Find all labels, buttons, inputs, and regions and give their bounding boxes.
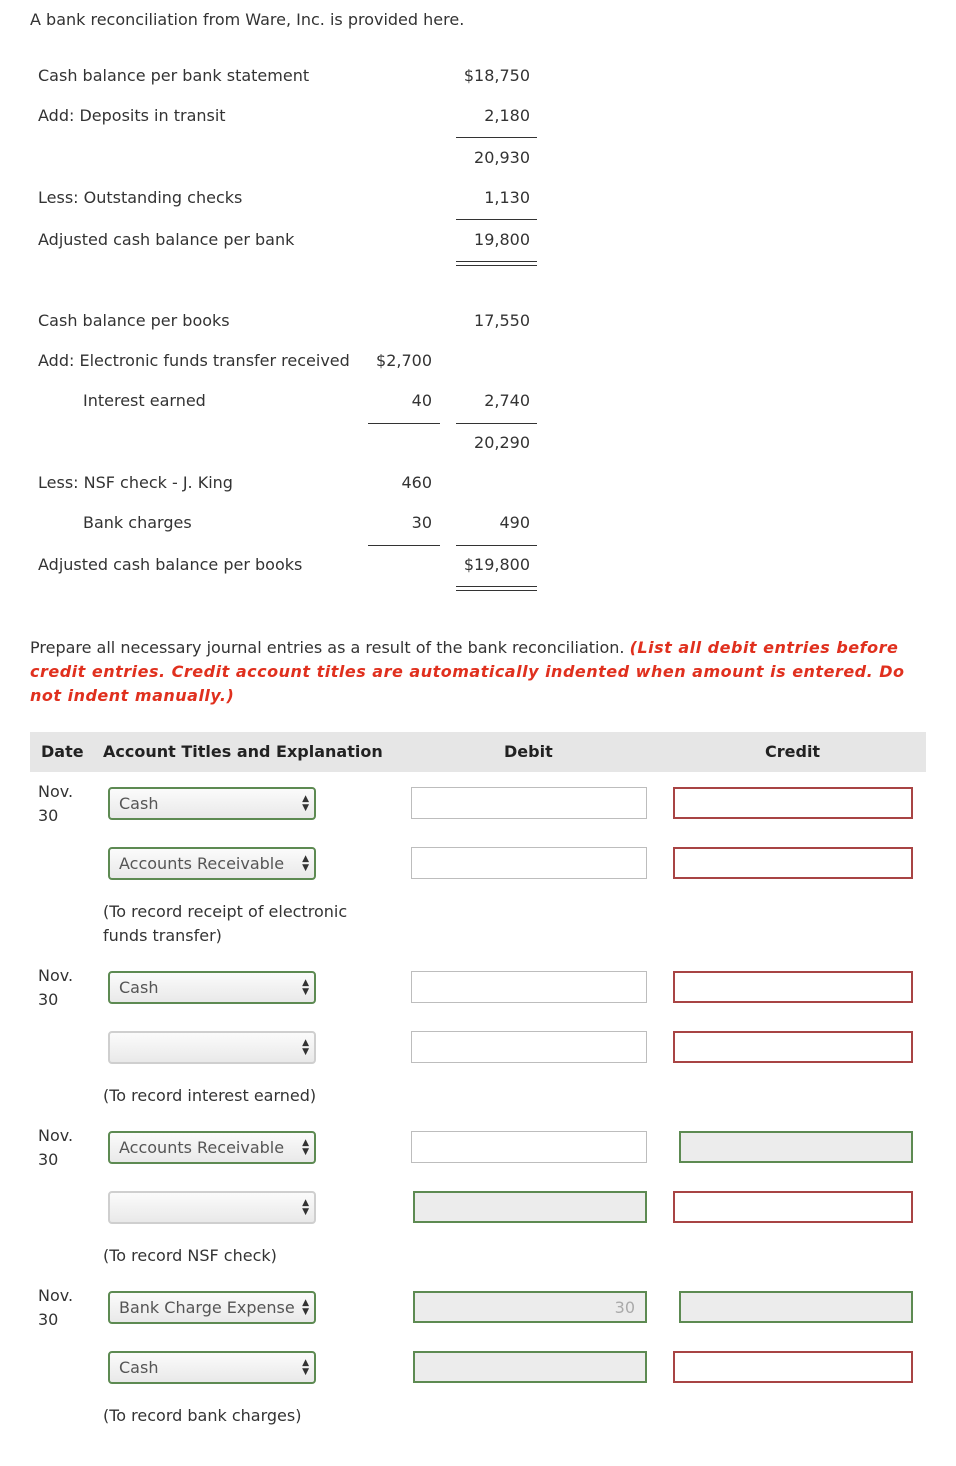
header-credit: Credit xyxy=(765,742,821,761)
debit-input[interactable] xyxy=(411,1131,647,1163)
updown-arrow-icon: ▲ ▼ xyxy=(302,794,309,813)
date-month: Nov. xyxy=(38,1286,74,1305)
entry-explanation: (To record receipt of electronic funds transfer) xyxy=(103,902,348,945)
account-select[interactable] xyxy=(108,1031,316,1064)
date-month: Nov. xyxy=(38,966,74,985)
date-month: Nov. xyxy=(38,1126,74,1145)
credit-input[interactable] xyxy=(679,1291,913,1323)
entry-date xyxy=(38,1284,73,1332)
account-select[interactable] xyxy=(108,971,316,1004)
updown-arrow-icon: ▲ ▼ xyxy=(302,1038,309,1057)
credit-input[interactable] xyxy=(673,1031,913,1063)
account-select[interactable] xyxy=(108,1351,316,1384)
entry-date xyxy=(38,964,73,1012)
updown-arrow-icon: ▲ ▼ xyxy=(302,1298,309,1317)
nsf-amount: 460 xyxy=(401,473,432,492)
additions-total: 2,740 xyxy=(484,391,530,410)
bank-row-label: Adjusted cash balance per bank xyxy=(38,230,295,249)
instructions xyxy=(30,636,930,708)
updown-arrow-icon: ▲ ▼ xyxy=(302,854,309,873)
books-cash-amount: 17,550 xyxy=(474,311,530,330)
eft-label: Add: Electronic funds transfer received xyxy=(38,351,350,370)
credit-input[interactable] xyxy=(673,1191,913,1223)
bank-row-amount: 1,130 xyxy=(484,188,530,207)
account-select[interactable] xyxy=(108,1131,316,1164)
books-cash-label: Cash balance per books xyxy=(38,311,230,330)
header-date: Date xyxy=(41,742,84,761)
journal-table-header xyxy=(30,732,926,772)
credit-input[interactable] xyxy=(673,1351,913,1383)
date-day: 30 xyxy=(38,1150,59,1169)
underline xyxy=(368,545,440,546)
credit-input[interactable] xyxy=(673,971,913,1003)
bank-row-label: Less: Outstanding checks xyxy=(38,188,243,207)
account-select-value: Accounts Receivable xyxy=(119,854,285,873)
updown-arrow-icon: ▲ ▼ xyxy=(302,978,309,997)
double-underline xyxy=(456,586,537,591)
instructions-text: Prepare all necessary journal entries as a result of the bank reconciliation. xyxy=(30,638,625,657)
entry-explanation: (To record NSF check) xyxy=(103,1246,277,1265)
debit-input[interactable] xyxy=(413,1191,647,1223)
debit-input[interactable]: 30 xyxy=(413,1291,647,1323)
account-select-value: Cash xyxy=(119,978,159,997)
credit-input[interactable] xyxy=(679,1131,913,1163)
bank-row-amount: 2,180 xyxy=(484,106,530,125)
eft-amount: $2,700 xyxy=(376,351,432,370)
double-underline xyxy=(456,261,537,266)
header-account: Account Titles and Explanation xyxy=(103,742,383,761)
account-select[interactable] xyxy=(108,787,316,820)
underline xyxy=(456,137,537,138)
interest-label: Interest earned xyxy=(83,391,206,410)
instructions-emphasis: (List all debit entries before credit entries. Credit account titles are automatically indented when amount is entered. Do not indent manually.) xyxy=(30,638,905,705)
entry-date xyxy=(38,1124,73,1172)
bank-row-label: Add: Deposits in transit xyxy=(38,106,226,125)
bank-charges-amount: 30 xyxy=(411,513,432,532)
intro-text: A bank reconciliation from Ware, Inc. is provided here. xyxy=(30,10,465,29)
credit-input[interactable] xyxy=(673,787,913,819)
books-adjusted-amount: $19,800 xyxy=(463,555,530,574)
date-month: Nov. xyxy=(38,782,74,801)
books-subtotal: 20,290 xyxy=(474,433,530,452)
underline xyxy=(368,423,440,424)
account-select-value: Cash xyxy=(119,1358,159,1377)
updown-arrow-icon: ▲ ▼ xyxy=(302,1138,309,1157)
date-day: 30 xyxy=(38,990,59,1009)
date-day: 30 xyxy=(38,806,59,825)
debit-input[interactable] xyxy=(411,971,647,1003)
account-select[interactable] xyxy=(108,847,316,880)
bank-charges-label: Bank charges xyxy=(83,513,192,532)
interest-amount: 40 xyxy=(411,391,432,410)
debit-input[interactable] xyxy=(411,1031,647,1063)
account-select[interactable] xyxy=(108,1191,316,1224)
underline xyxy=(456,423,537,424)
account-select[interactable] xyxy=(108,1291,316,1324)
account-select-value: Cash xyxy=(119,794,159,813)
nsf-label: Less: NSF check - J. King xyxy=(38,473,233,492)
bank-row-amount: 19,800 xyxy=(474,230,530,249)
deductions-total: 490 xyxy=(499,513,530,532)
date-day: 30 xyxy=(38,1310,59,1329)
books-adjusted-label: Adjusted cash balance per books xyxy=(38,555,303,574)
account-select-value: Bank Charge Expense xyxy=(119,1298,295,1317)
bank-row-label: Cash balance per bank statement xyxy=(38,66,310,85)
entry-date xyxy=(38,780,73,828)
updown-arrow-icon: ▲ ▼ xyxy=(302,1198,309,1217)
underline xyxy=(456,219,537,220)
bank-row-amount: 20,930 xyxy=(474,148,530,167)
account-select-value: Accounts Receivable xyxy=(119,1138,285,1157)
entry-explanation: (To record bank charges) xyxy=(103,1406,302,1425)
underline xyxy=(456,545,537,546)
entry-explanation: (To record interest earned) xyxy=(103,1086,317,1105)
header-debit: Debit xyxy=(504,742,553,761)
bank-row-amount: $18,750 xyxy=(463,66,530,85)
debit-input[interactable] xyxy=(411,787,647,819)
credit-input[interactable] xyxy=(673,847,913,879)
debit-input[interactable] xyxy=(413,1351,647,1383)
updown-arrow-icon: ▲ ▼ xyxy=(302,1358,309,1377)
debit-input[interactable] xyxy=(411,847,647,879)
